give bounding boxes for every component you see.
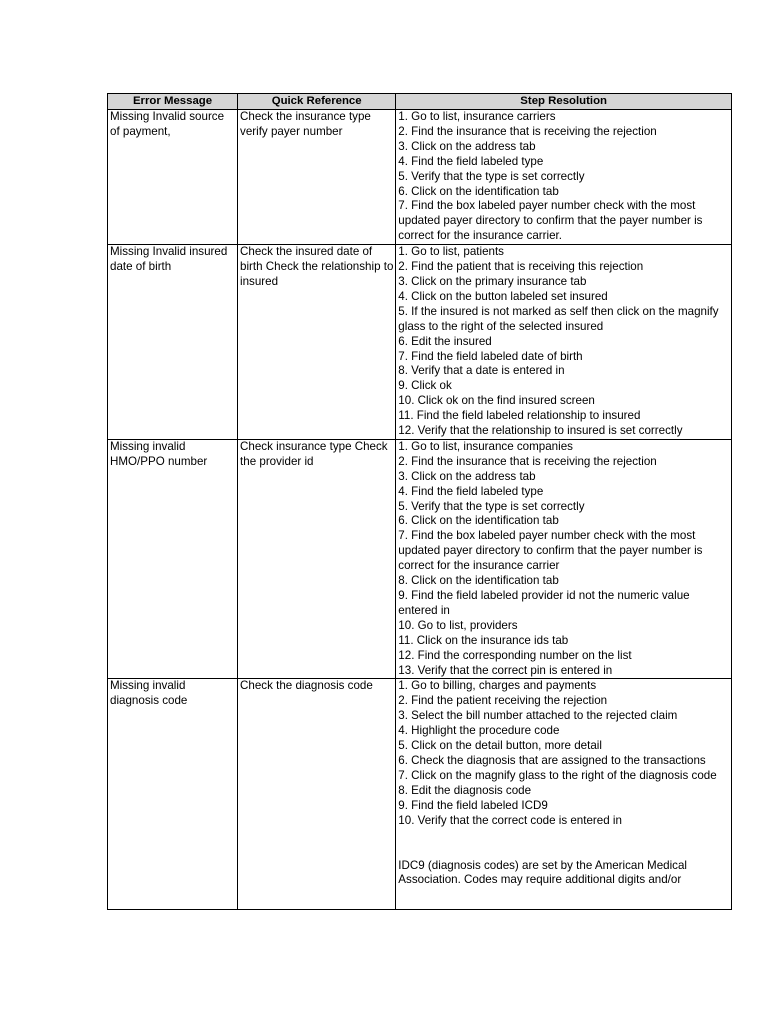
step-item: 5. If the insured is not marked as self then click on the magnify glass to the right of the selected insured xyxy=(398,304,719,333)
header-error-message: Error Message xyxy=(108,94,238,110)
step-item: 3. Click on the address tab xyxy=(398,469,536,483)
step-item: 5. Click on the detail button, more detail xyxy=(398,739,602,753)
step-item: 5. Verify that the type is set correctly xyxy=(398,499,585,513)
step-item: 7. Find the field labeled date of birth xyxy=(398,349,583,363)
step-item: 9. Click ok xyxy=(398,379,452,393)
error-message-cell xyxy=(108,679,238,910)
error-message-text: Missing Invalid source of payment, xyxy=(110,110,225,138)
step-item: 7. Find the box labeled payer number check with the most updated payer directory to confirm that the payer number is correct for the insurance carrier. xyxy=(398,199,703,243)
step-item: 12. Verify that the relationship to insured is set correctly xyxy=(398,424,683,438)
quick-reference-text: Check the insurance type verify payer number xyxy=(240,110,371,138)
step-resolution-cell xyxy=(396,110,732,245)
quick-reference-cell xyxy=(238,110,396,245)
step-item: 1. Go to billing, charges and payments xyxy=(398,679,597,693)
step-item: 2. Find the patient that is receiving this rejection xyxy=(398,260,644,274)
header-quick-reference: Quick Reference xyxy=(238,94,396,110)
step-item: 2. Find the insurance that is receiving the rejection xyxy=(398,124,657,138)
error-message-cell xyxy=(108,245,238,440)
step-item: 9. Find the field labeled provider id not the numeric value entered in xyxy=(398,589,690,617)
error-message-text: Missing invalid diagnosis code xyxy=(110,679,188,708)
quick-reference-cell xyxy=(238,245,396,440)
step-item: 8. Click on the identification tab xyxy=(398,574,559,588)
steps-list xyxy=(398,440,730,679)
step-item: 6. Click on the identification tab xyxy=(398,184,559,198)
step-item: 2. Find the patient receiving the rejection xyxy=(398,694,608,708)
table-row xyxy=(108,679,732,910)
error-message-text: Missing invalid HMO/PPO number xyxy=(110,439,208,468)
error-message-text: Missing Invalid insured date of birth xyxy=(110,245,228,274)
step-item: 4. Find the field labeled type xyxy=(398,154,544,168)
step-item: 11. Click on the insurance ids tab xyxy=(398,633,569,647)
error-message-cell xyxy=(108,110,238,245)
header-step-resolution: Step Resolution xyxy=(396,94,732,110)
step-item: 13. Verify that the correct pin is entered in xyxy=(398,663,613,677)
step-item: 3. Click on the primary insurance tab xyxy=(398,274,587,288)
step-item: 7. Find the box labeled payer number check with the most updated payer directory to confirm that the payer number is correct for the insurance carrier xyxy=(398,529,703,573)
table-row xyxy=(108,245,732,440)
step-item: 10. Verify that the correct code is entered in xyxy=(398,813,622,827)
step-item: 4. Click on the button labeled set insured xyxy=(398,289,608,303)
step-item: 8. Verify that a date is entered in xyxy=(398,364,565,378)
table-row xyxy=(108,439,732,679)
step-item: 3. Click on the address tab xyxy=(398,139,536,153)
steps-list xyxy=(398,679,730,828)
quick-reference-text: Check the diagnosis code xyxy=(240,679,373,693)
quick-reference-text: Check insurance type Check the provider id xyxy=(240,439,388,468)
step-item: 6. Click on the identification tab xyxy=(398,514,559,528)
step-item: 10. Go to list, providers xyxy=(398,618,518,632)
diagnosis-code-note: IDC9 (diagnosis codes) are set by the American Medical Association. Codes may require additional digits and/or xyxy=(398,858,687,887)
step-item: 2. Find the insurance that is receiving the rejection xyxy=(398,454,657,468)
step-item: 10. Click ok on the find insured screen xyxy=(398,394,595,408)
step-item: 4. Highlight the procedure code xyxy=(398,724,560,738)
step-item: 6. Check the diagnosis that are assigned to the transactions xyxy=(398,753,706,767)
step-item: 1. Go to list, patients xyxy=(398,245,504,259)
quick-reference-cell xyxy=(238,439,396,679)
step-item: 11. Find the field labeled relationship to insured xyxy=(398,409,641,423)
step-item: 4. Find the field labeled type xyxy=(398,484,544,498)
table-header-row xyxy=(108,94,732,110)
step-item: 9. Find the field labeled ICD9 xyxy=(398,798,548,812)
step-item: 12. Find the corresponding number on the list xyxy=(398,648,632,662)
error-resolution-table xyxy=(107,93,732,910)
step-item: 5. Verify that the type is set correctly xyxy=(398,169,585,183)
step-item: 6. Edit the insured xyxy=(398,334,492,348)
step-item: 1. Go to list, insurance carriers xyxy=(398,110,556,123)
quick-reference-text: Check the insured date of birth Check the relationship to insured xyxy=(240,245,394,288)
step-resolution-cell xyxy=(396,245,732,440)
steps-list xyxy=(398,245,730,439)
step-item: 7. Click on the magnify glass to the right of the diagnosis code xyxy=(398,768,717,782)
step-item: 8. Edit the diagnosis code xyxy=(398,783,532,797)
step-resolution-cell xyxy=(396,679,732,910)
steps-list xyxy=(398,110,730,244)
table-row xyxy=(108,110,732,245)
step-resolution-cell xyxy=(396,439,732,679)
quick-reference-cell xyxy=(238,679,396,910)
step-item: 1. Go to list, insurance companies xyxy=(398,439,573,453)
step-item: 3. Select the bill number attached to the rejected claim xyxy=(398,709,678,723)
error-message-cell xyxy=(108,439,238,679)
